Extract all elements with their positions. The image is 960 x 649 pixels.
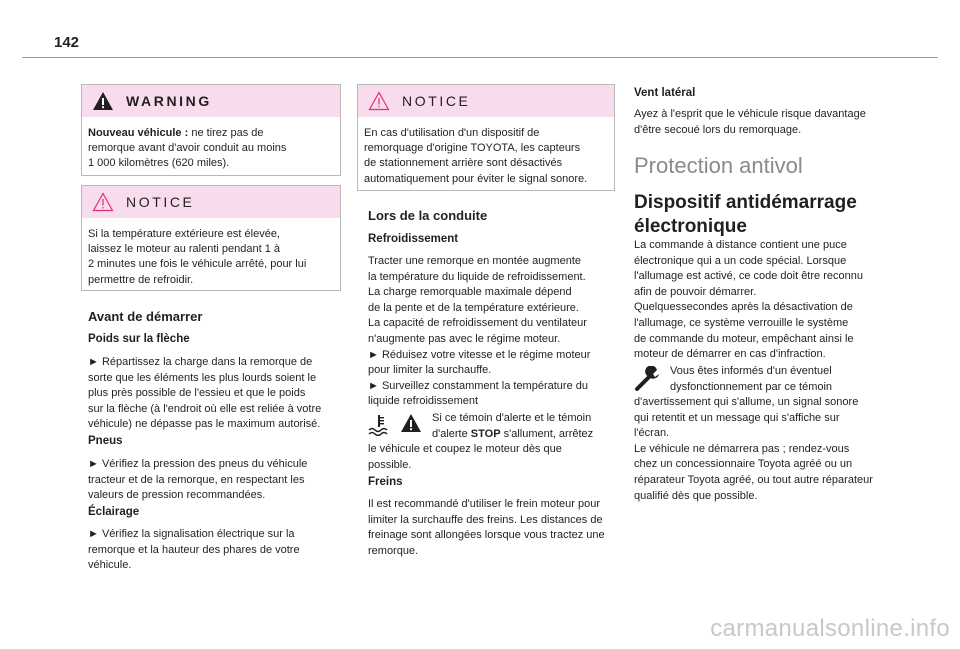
text-line: dysfonctionnement par ce témoin	[670, 380, 833, 393]
notice-line: 2 minutes une fois le véhicule arrêté, pour lui	[88, 258, 307, 271]
text-line: l'allumage, ce système verrouille le système	[634, 316, 849, 329]
text-line: Vous êtes informés d'un éventuel	[670, 365, 832, 377]
vent-text	[634, 107, 899, 138]
text-line: réparateur Toyota agréé, ou tout autre réparateur	[634, 473, 873, 486]
text-line: l'écran.	[634, 427, 670, 440]
text-line	[432, 427, 622, 443]
notice-line: laissez le moteur au ralenti pendant 1 à	[88, 243, 281, 256]
warning-triangle-icon	[92, 91, 114, 111]
text-line: chez un concessionnaire Toyota agréé ou un	[634, 458, 853, 471]
text-line: ► Surveillez constamment la température du	[368, 379, 588, 392]
notice-triangle-icon	[92, 192, 114, 212]
text-line: d'être secoué lors du remorquage.	[634, 123, 802, 136]
text-line: moteur de démarrer en cas d'infraction.	[634, 348, 826, 361]
notice-box	[81, 185, 341, 291]
wrench-text	[670, 364, 890, 395]
notice-triangle-icon	[368, 91, 390, 111]
text-line: ► Répartissez la charge dans la remorque de	[88, 356, 313, 368]
notice-line: automatiquement pour éviter le signal sonore.	[364, 172, 588, 185]
text-line: ► Vérifiez la pression des pneus du véhicule	[88, 458, 308, 470]
text-line: liquide refroidissement	[368, 395, 479, 408]
text-line: électronique qui a un code spécial. Lorsque	[634, 254, 847, 267]
text-line: sur la flèche (à l'endroit où elle est reliée à votre	[88, 402, 322, 415]
poids-heading: Poids sur la flèche	[88, 333, 190, 345]
icon-text	[432, 411, 622, 442]
notice-header	[358, 85, 614, 117]
text-line: remorque.	[368, 544, 419, 557]
text-line: sorte que les éléments les plus lourds soient le	[88, 371, 317, 384]
text-line: la température du liquide de refroidissement.	[368, 270, 586, 283]
protection-title: Protection antivol	[634, 153, 803, 178]
text-line: ► Réduisez votre vitesse et le régime moteur	[368, 348, 591, 361]
pneus-text	[88, 457, 348, 504]
dispositif-title	[634, 191, 857, 239]
text-span: d'alerte	[432, 427, 471, 440]
text-span: s'allument, arrêtez	[500, 427, 594, 440]
text-line: tracteur et de la remorque, en respectant les	[88, 473, 305, 486]
title-line: Dispositif antidémarrage	[634, 192, 857, 213]
vent-heading: Vent latéral	[634, 87, 696, 99]
warning-box	[81, 84, 341, 176]
text-line: La capacité de refroidissement du ventilateur	[368, 317, 587, 330]
text-line: Le véhicule ne démarrera pas ; rendez-vous	[634, 442, 850, 455]
warning-line: ne tirez pas de	[191, 127, 264, 139]
text-line: d'avertissement qui s'allume, un signal sonore	[634, 396, 859, 408]
text-line: Quelquessecondes après la désactivation de	[634, 301, 853, 314]
after-icon-text	[368, 442, 618, 473]
notice-line: permettre de refroidir.	[88, 273, 194, 286]
warning-body	[82, 117, 340, 180]
watermark: carmanualsonline.info	[710, 615, 950, 642]
text-line: le véhicule et coupez le moteur dès que	[368, 443, 562, 455]
text-line: véhicule) ne dépasse pas le maximum autorisé.	[88, 418, 321, 431]
text-line: n'augmente pas avec le régime moteur.	[368, 332, 561, 345]
eclairage-text	[88, 527, 348, 574]
text-line: remorque et la hauteur des phares de votre	[88, 543, 300, 556]
text-line: Si ce témoin d'alerte et le témoin	[432, 412, 592, 424]
notice-line: En cas d'utilisation d'un dispositif de	[364, 127, 540, 139]
poids-text	[88, 355, 348, 433]
eclairage-heading: Éclairage	[88, 506, 140, 518]
notice-line: de stationnement arrière sont désactivés	[364, 157, 563, 170]
notice-title: NOTICE	[126, 194, 195, 210]
text-line: qualifié dès que possible.	[634, 489, 758, 502]
text-line: freinage sont allongées lorsque vous tractez une	[368, 529, 605, 542]
title-line: électronique	[634, 216, 747, 237]
warning-line: 1 000 kilomètres (620 miles).	[88, 157, 230, 170]
warning-title: WARNING	[126, 93, 212, 109]
text-line: Tracter une remorque en montée augmente	[368, 255, 581, 267]
text-line: La charge remorquable maximale dépend	[368, 286, 572, 299]
coolant-temperature-icon	[367, 414, 393, 436]
notice-title: NOTICE	[402, 93, 471, 109]
notice-box-2	[357, 84, 615, 191]
text-line: de commande du moteur, empêchant ainsi le	[634, 332, 854, 345]
top-rule	[22, 57, 938, 58]
text-line: valeurs de pression recommandées.	[88, 489, 266, 502]
freins-heading: Freins	[368, 476, 403, 488]
page-number: 142	[54, 34, 80, 51]
refroid-text	[368, 254, 618, 410]
text-line: pour limiter la surchauffe.	[368, 364, 492, 377]
wrench-icon	[634, 366, 664, 392]
notice-body	[358, 117, 614, 195]
warning-lead: Nouveau véhicule :	[88, 127, 189, 139]
text-line: de la pente et de la température extérieure.	[368, 301, 579, 314]
text-line: possible.	[368, 458, 412, 471]
avant-heading: Avant de démarrer	[88, 309, 203, 324]
text-line: afin de pouvoir démarrer.	[634, 285, 757, 298]
warning-line: remorque avant d'avoir conduit au moins	[88, 142, 287, 155]
refroid-heading: Refroidissement	[368, 233, 459, 245]
notice-line: Si la température extérieure est élevée,	[88, 228, 280, 240]
text-line: La commande à distance contient une puce	[634, 239, 847, 251]
alert-triangle-icon	[400, 413, 422, 433]
notice-line: remorquage d'origine TOYOTA, les capteurs	[364, 142, 581, 155]
text-line: limiter la surchauffe des freins. Les distances de	[368, 513, 603, 526]
after-wrench-text	[634, 395, 899, 504]
text-line: l'allumage est activé, ce code doit être reconnu	[634, 270, 863, 283]
text-line: plus près possible de l'essieu et que le poids	[88, 387, 306, 400]
text-line: Ayez à l'esprit que le véhicule risque davantage	[634, 108, 866, 120]
warning-header	[82, 85, 340, 117]
stop-label: STOP	[470, 427, 501, 440]
pneus-heading: Pneus	[88, 435, 123, 447]
text-line: Il est recommandé d'utiliser le frein moteur pour	[368, 498, 600, 510]
dispositif-text	[634, 238, 899, 363]
conduite-heading: Lors de la conduite	[368, 208, 488, 223]
text-line: véhicule.	[88, 559, 132, 572]
text-line: qui retentit et un message qui s'affiche sur	[634, 411, 840, 424]
freins-text	[368, 497, 618, 559]
notice-header	[82, 186, 340, 218]
text-line: ► Vérifiez la signalisation électrique sur la	[88, 528, 295, 540]
notice-body	[82, 218, 340, 296]
